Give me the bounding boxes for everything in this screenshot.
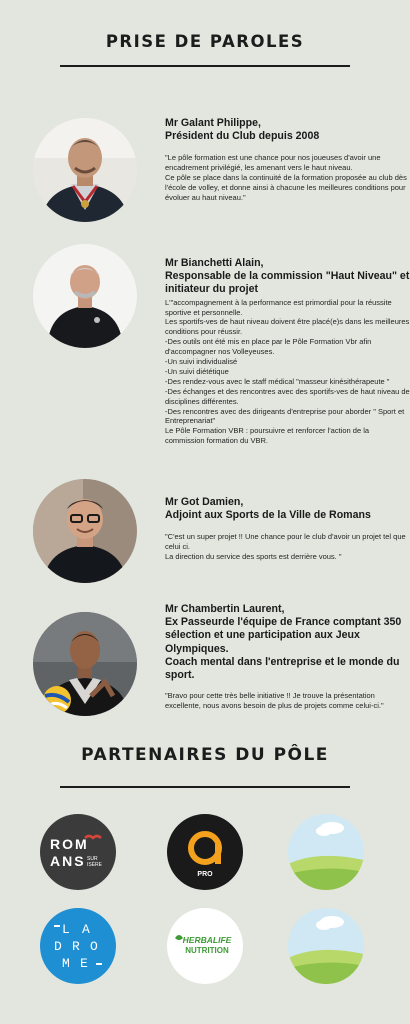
drome-letter: E bbox=[80, 956, 88, 971]
romans-line1: ROM bbox=[50, 836, 89, 852]
speaker-quote: "C'est un super projet !! Une chance pour le club d'avoir un projet tel que celui ci. La direction du service des sports est derrière vous. " bbox=[165, 532, 406, 562]
partner-logo-romans[interactable] bbox=[40, 814, 116, 890]
drome-letter: M bbox=[62, 956, 70, 971]
speaker-quote: "Le pôle formation est une chance pour nos joueuses d'avoir une encadrement privilégié, les amenant vers le haut niveau. Ce pôle se place dans la continuité de la formation proposée au club dès l'école de volley, et donne ainsi à chacune les meilleures conditions pour évoluer au haut niveau." bbox=[165, 153, 407, 203]
pro-label: PRO bbox=[197, 871, 213, 878]
partner-logo-pro[interactable] bbox=[167, 814, 243, 890]
speaker-photo-bianchetti bbox=[33, 244, 137, 348]
partner-logo-placeholder[interactable] bbox=[288, 908, 364, 984]
partner-logo-ladrome[interactable] bbox=[40, 908, 116, 984]
speaker-quote: L'"accompagnement à la performance est primordial pour la réussite sportive et personnelle. Les sportifs-ves de haut niveau doivent être placé(e)s dans les meilleures conditions pour réussir. -Des outils ont été mis en place par le Pôle Formation Vbr afin d'accompagner nos Volleyeuses. -Un suivi individualisé -Un suivi diététique -Des rendez-vous avec le staff médical "masseur kinésithérapeute " -Des échanges et des rencontres avec des sportifs-ves de haut niveau de disciplines différentes. -Des rencontres avec des dirigeants d'entreprise pour aborder " Sport et Entreprenariat" Le Pôle Formation VBR : poursuivre et renforcer l'action de la commission formation du VBR. bbox=[165, 297, 410, 446]
romans-sub1: SUR bbox=[87, 856, 98, 862]
speeches-heading-rule bbox=[60, 65, 350, 67]
speaker-quote: "Bravo pour cette très belle initiative !! Je trouve la présentation excellente, nous avons besoin de plus de projets comme celui-ci." bbox=[165, 691, 384, 711]
partners-heading: PARTENAIRES DU PÔLE bbox=[81, 745, 329, 765]
speaker-name: Mr Bianchetti Alain, Responsable de la commission "Haut Niveau" et initiateur du projet bbox=[165, 257, 410, 296]
speaker-card-bianchetti bbox=[165, 257, 410, 446]
herbalife-line2: NUTRITION bbox=[185, 946, 229, 955]
speeches-heading: PRISE DE PAROLES bbox=[105, 32, 305, 51]
drome-letter: D bbox=[54, 939, 62, 954]
herbalife-line1: HERBALIFE bbox=[182, 935, 232, 945]
partner-logo-placeholder[interactable] bbox=[288, 814, 364, 890]
speaker-card-galant bbox=[165, 117, 410, 203]
partners-heading-rule bbox=[60, 786, 350, 788]
speaker-name: Mr Chambertin Laurent, Ex Passeurde l'équipe de France comptant 350 sélection et une participation aux Jeux Olympiques. Coach mental dans l'entreprise et le monde du sport. bbox=[165, 603, 402, 682]
partner-logo-herbalife[interactable] bbox=[167, 908, 243, 984]
drome-letter: R bbox=[72, 939, 80, 954]
drome-letter: A bbox=[82, 922, 90, 937]
romans-sub2: ISÈRE bbox=[87, 862, 103, 868]
drome-letter: L bbox=[62, 922, 70, 937]
drome-letter: O bbox=[90, 939, 98, 954]
speaker-name: Mr Got Damien, Adjoint aux Sports de la Ville de Romans bbox=[165, 496, 371, 522]
speaker-photo-chambertin bbox=[33, 612, 137, 716]
speaker-card-got bbox=[165, 496, 410, 562]
speaker-card-chambertin bbox=[165, 603, 410, 711]
speaker-photo-galant bbox=[33, 118, 137, 222]
speaker-photo-got bbox=[33, 479, 137, 583]
romans-line2: ANS bbox=[50, 853, 86, 869]
speaker-name: Mr Galant Philippe, Président du Club depuis 2008 bbox=[165, 117, 320, 143]
